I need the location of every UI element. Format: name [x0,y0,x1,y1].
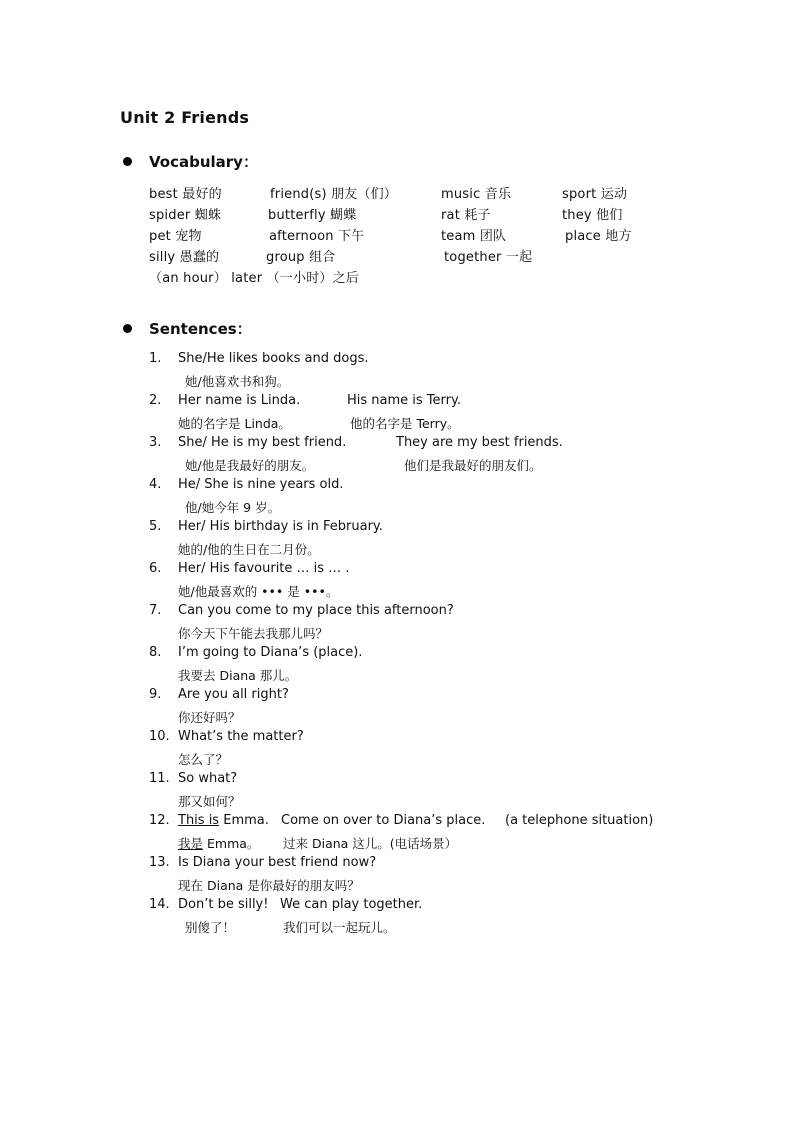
sentence-chinese: 怎么了？ [178,752,229,767]
vocab-item: they 他们 [562,208,623,223]
vocab-item: silly 愚蠢的 [149,250,220,265]
sentence-chinese: 他/她今年 9 岁。 [185,500,281,515]
sentence-english: Her name is Linda. [178,393,301,408]
bullet-icon [123,157,132,166]
sentence-chinese: 现在 Diana 是你最好的朋友吗？ [178,878,360,893]
sentence-english: Are you all right? [178,687,289,702]
sentence-english: Her/ His favourite … is … . [178,561,350,576]
sentence-chinese: 过来 Diana 这儿。(电话场景） [283,836,458,851]
sentence-chinese: 她/他最喜欢的 ••• 是 •••。 [178,584,339,599]
sentence-chinese: 我要去 Diana 那儿。 [178,668,298,683]
sentence-english: Can you come to my place this afternoon? [178,603,454,618]
sentence-chinese: 他的名字是 Terry。 [350,416,460,431]
sentence-chinese: 她的/他的生日在二月份。 [178,542,320,557]
sentence-number: 7. [149,603,162,618]
vocab-item: best 最好的 [149,187,222,202]
sentence-english: Is Diana your best friend now? [178,855,377,870]
sentence-number: 1. [149,351,162,366]
sentence-number: 6. [149,561,162,576]
sentence-text: Emma. [219,813,269,828]
vocab-item: （an hour） later （一小时）之后 [149,271,359,286]
vocab-item: music 音乐 [441,187,512,202]
sentence-english: Her/ His birthday is in February. [178,519,383,534]
sentence-english [178,813,269,828]
sentence-number: 9. [149,687,162,702]
vocab-item: together 一起 [444,250,533,265]
sentence-chinese: 那又如何？ [178,794,241,809]
vocab-item: place 地方 [565,229,632,244]
sentence-number: 3. [149,435,162,450]
sentence-english: He/ She is nine years old. [178,477,344,492]
sentence-english: Come on over to Diana’s place. [281,813,486,828]
sentence-number: 8. [149,645,162,660]
sentence-number: 12. [149,813,170,828]
vocab-item: friend(s) 朋友（们） [270,187,398,202]
sentence-chinese: 她/他喜欢书和狗。 [185,374,290,389]
sentence-english: What’s the matter? [178,729,304,744]
sentence-english: They are my best friends. [396,435,563,450]
vocab-item: butterfly 蝴蝶 [268,208,357,223]
sentence-english: We can play together. [280,897,423,912]
vocab-item: team 团队 [441,229,507,244]
sentence-english: I’m going to Diana’s (place). [178,645,363,660]
sentence-english: She/ He is my best friend. [178,435,347,450]
sentence-number: 13. [149,855,170,870]
sentence-chinese: 别傻了！ [185,920,236,935]
sentence-note: (a telephone situation) [505,813,654,828]
vocab-item: group 组合 [266,250,336,265]
sentence-number: 2. [149,393,162,408]
sentence-number: 14. [149,897,170,912]
underlined-phrase: This is [178,813,220,828]
vocab-item: rat 耗子 [441,208,491,223]
bullet-icon [123,324,132,333]
sentence-chinese: 她/他是我最好的朋友。 [185,458,315,473]
sentence-english: She/He likes books and dogs. [178,351,369,366]
sentence-chinese: 他们是我最好的朋友们。 [404,458,542,473]
page-title: Unit 2 Friends [120,108,250,127]
sentence-number: 4. [149,477,162,492]
sentence-number: 10. [149,729,170,744]
sentence-chinese: 我们可以一起玩儿。 [283,920,396,935]
vocab-item: afternoon 下午 [269,229,365,244]
sentence-english: His name is Terry. [347,393,461,408]
sentence-chinese: 你还好吗？ [178,710,241,725]
sentence-number: 5. [149,519,162,534]
sentence-chinese: 你今天下午能去我那儿吗？ [178,626,329,641]
sentence-number: 11. [149,771,170,786]
sentence-english: Don’t be silly! [178,897,269,912]
sentence-chinese [178,834,259,852]
vocabulary-heading: Vocabulary： [149,153,258,171]
sentences-heading: Sentences： [149,320,252,338]
sentence-chinese: 她的名字是 Linda。 [178,416,291,431]
vocab-item: spider 蜘蛛 [149,208,222,223]
vocab-item: sport 运动 [562,187,628,202]
sentence-text: Emma。 [203,836,260,851]
sentence-english: So what? [178,771,238,786]
underlined-phrase: 我是 [178,836,204,851]
vocab-item: pet 宠物 [149,229,202,244]
